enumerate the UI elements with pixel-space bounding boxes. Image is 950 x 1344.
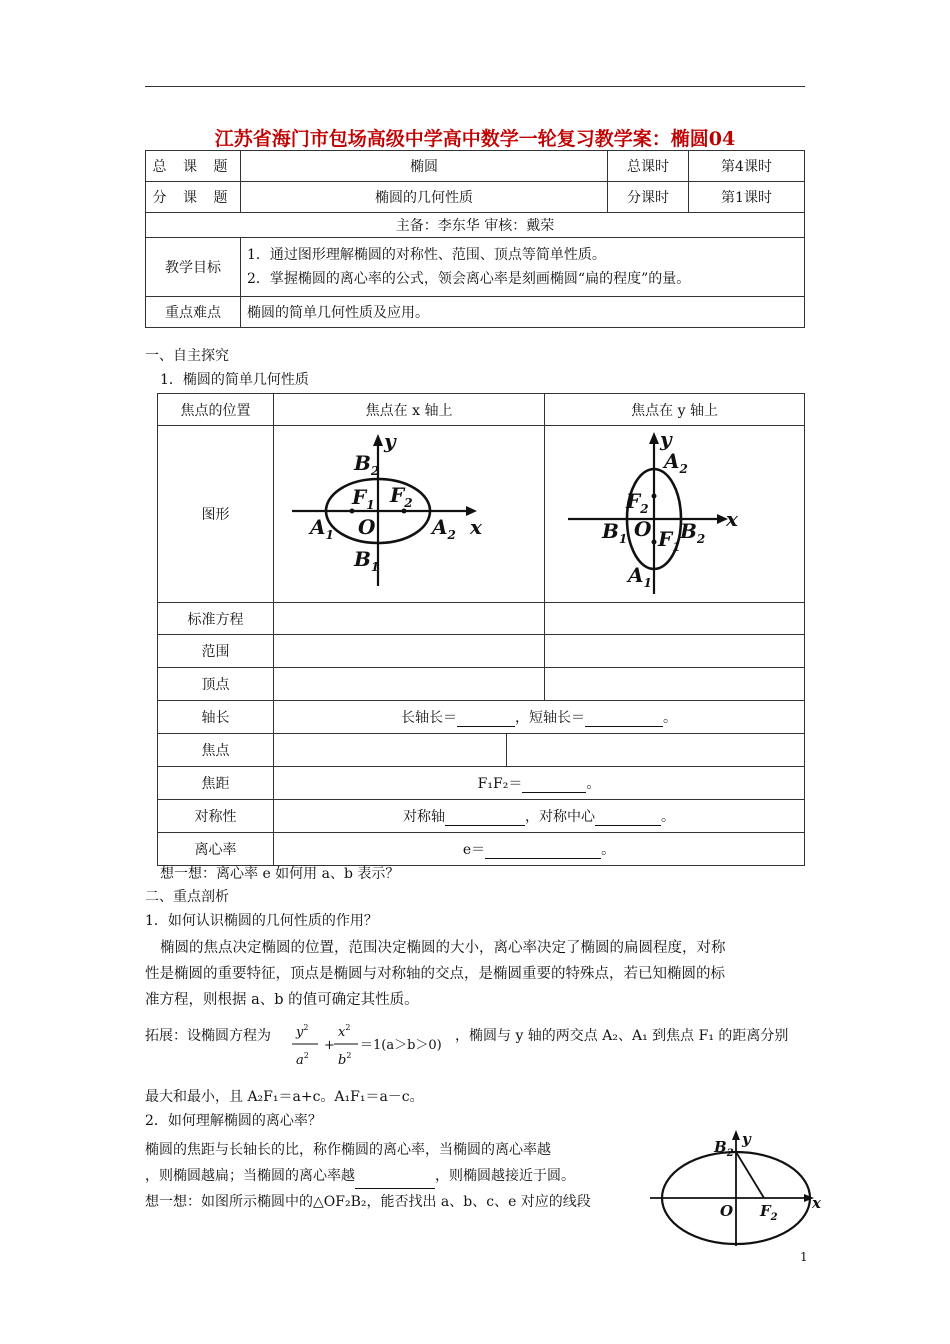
axis-label-y: y — [742, 1130, 751, 1148]
axis-label-x: x — [725, 507, 738, 531]
label-A1: $A_1$ — [310, 515, 334, 542]
row-label: 轴长 — [158, 701, 274, 734]
axis-label-x: x — [470, 515, 482, 539]
answer-cell — [274, 603, 545, 635]
eq-b: $b^2$ — [338, 1051, 352, 1068]
major-axis-label: 长轴长＝ — [401, 710, 457, 726]
info-label: 教学目标 — [146, 238, 241, 297]
axis-label-y: y — [384, 429, 396, 453]
text: ，则椭圆越接近于圆。 — [435, 1168, 575, 1184]
label-F2: $F_2$ — [760, 1202, 778, 1223]
extension-text: ，椭圆与 y 轴的两交点 A₂、A₁ 到焦点 F₁ 的距离分别 — [455, 1028, 789, 1044]
figure-cell-y — [545, 426, 805, 603]
paragraph-line: 性是椭圆的重要特征，顶点是椭圆与对称轴的交点，是椭圆重要的特殊点，若已知椭圆的标 — [145, 966, 725, 982]
label-F2: $F_2$ — [625, 489, 649, 516]
answer-cell — [274, 734, 507, 767]
axis-length-cell — [274, 701, 805, 734]
svg-text:+: + — [324, 1038, 335, 1053]
symmetry-cell — [274, 800, 805, 833]
punct: 。 — [586, 776, 601, 792]
label-B2: $B_2$ — [354, 451, 380, 478]
eccentricity-blank[interactable] — [485, 844, 601, 859]
symmetry-axis-label: 对称轴 — [403, 809, 445, 825]
extension-text-2: 最大和最小，且 A₂F₁＝a+c。A₁F₁＝a－c。 — [145, 1089, 424, 1105]
info-label: 分课时 — [608, 182, 689, 213]
objective-2: 2．掌握椭圆的离心率的公式，领会离心率是刻画椭圆“扁的程度”的量。 — [247, 271, 691, 287]
label-B1: $B_1$ — [601, 519, 627, 546]
label-O: O — [633, 517, 651, 541]
minor-axis-label: ，短轴长＝ — [515, 710, 585, 726]
label-B2: $B_2$ — [679, 519, 705, 546]
row-label: 焦点 — [158, 734, 274, 767]
answer-cell — [507, 734, 805, 767]
answer-cell — [545, 603, 805, 635]
text: ，则椭圆越扁；当椭圆的离心率越 — [145, 1168, 355, 1184]
row-label: 对称性 — [158, 800, 274, 833]
minor-axis-blank[interactable] — [585, 712, 663, 727]
eq-a: $a^2$ — [296, 1051, 309, 1068]
focal-distance-label: F₁F₂＝ — [477, 776, 523, 792]
think-question-2: 想一想：如图所示椭圆中的△OF₂B₂，能否找出 a、b、c、e 对应的线段 — [145, 1194, 591, 1210]
info-label: 总课时 — [608, 151, 689, 182]
section-heading: 二、重点剖析 — [145, 889, 229, 905]
label-A2: $A_2$ — [663, 449, 688, 476]
eq-condition: ＝1(a＞b＞0) — [360, 1038, 442, 1053]
eccentricity-label: e＝ — [462, 842, 486, 858]
info-value: 第1课时 — [689, 182, 805, 213]
question-title: 2．如何理解椭圆的离心率？ — [145, 1113, 322, 1129]
label-O: O — [358, 515, 376, 539]
eccentricity-cell — [274, 833, 805, 866]
punct: 。 — [601, 842, 616, 858]
punct: 。 — [661, 809, 675, 825]
label-A1: $A_1$ — [627, 563, 652, 590]
page-title: 江苏省海门市包场高级中学高中数学一轮复习教学案：椭圆04 — [214, 128, 736, 150]
header-rule — [145, 86, 805, 87]
answer-cell — [545, 668, 805, 701]
row-label: 离心率 — [158, 833, 274, 866]
page-number: 1 — [800, 1250, 808, 1264]
ellipse-y-figure — [546, 426, 804, 598]
paragraph-line: 椭圆的焦点决定椭圆的位置，范围决定椭圆的大小，离心率决定了椭圆的扁圆程度，对称 — [160, 940, 726, 956]
subsection-heading: 1．椭圆的简单几何性质 — [160, 372, 309, 388]
row-label: 图形 — [158, 426, 274, 603]
label-F1: $F_1$ — [352, 485, 375, 512]
figure-cell-x — [274, 426, 545, 603]
small-ellipse-figure — [648, 1130, 824, 1248]
properties-table — [157, 393, 805, 866]
symmetry-center-blank[interactable] — [595, 811, 661, 826]
label-O: O — [720, 1202, 734, 1220]
eq-y: $y^2$ — [296, 1023, 309, 1040]
label-B1: $B_1$ — [354, 547, 380, 574]
label-A2: $A_2$ — [432, 515, 456, 542]
answer-cell — [274, 635, 545, 668]
paragraph-line — [145, 1163, 575, 1189]
authors: 主备：李东华 审核：戴荣 — [146, 213, 805, 238]
think-question-1: 想一想：离心率 e 如何用 a、b 表示？ — [160, 866, 400, 882]
info-label: 总 课 题 — [146, 151, 241, 182]
key-points: 椭圆的简单几何性质及应用。 — [241, 297, 805, 328]
question-title: 1．如何认识椭圆的几何性质的作用？ — [145, 913, 378, 929]
focal-distance-blank[interactable] — [522, 778, 586, 793]
info-value: 椭圆的几何性质 — [241, 182, 608, 213]
axis-label-x: x — [812, 1194, 821, 1212]
row-label: 范围 — [158, 635, 274, 668]
info-label: 分 课 题 — [146, 182, 241, 213]
label-F2: $F_2$ — [390, 483, 413, 510]
lesson-info-table — [145, 150, 805, 328]
column-header: 焦点在 x 轴上 — [274, 394, 545, 426]
section-heading: 一、自主探究 — [145, 348, 229, 364]
info-value: 第4课时 — [689, 151, 805, 182]
row-label: 顶点 — [158, 668, 274, 701]
punct: 。 — [663, 710, 677, 726]
focal-distance-cell — [274, 767, 805, 800]
objectives — [241, 238, 805, 297]
eq-x: $x^2$ — [338, 1023, 351, 1040]
paragraph-line: 准方程，则根据 a、b 的值可确定其性质。 — [145, 992, 419, 1008]
ellipse-equation — [290, 1020, 450, 1072]
column-header: 焦点在 y 轴上 — [545, 394, 805, 426]
symmetry-axis-blank[interactable] — [445, 811, 525, 826]
answer-cell — [545, 635, 805, 668]
info-value: 椭圆 — [241, 151, 608, 182]
row-label: 焦点的位置 — [158, 394, 274, 426]
label-F1: $F_1$ — [657, 527, 681, 554]
info-label: 重点难点 — [146, 297, 241, 328]
axis-label-y: y — [659, 427, 672, 451]
eccentricity-round-blank[interactable] — [355, 1174, 435, 1189]
label-B2: $B_2$ — [714, 1138, 734, 1159]
major-axis-blank[interactable] — [457, 712, 515, 727]
objective-1: 1．通过图形理解椭圆的对称性、范围、顶点等简单性质。 — [247, 247, 606, 263]
extension-label: 拓展：设椭圆方程为 — [145, 1028, 271, 1044]
row-label: 焦距 — [158, 767, 274, 800]
row-label: 标准方程 — [158, 603, 274, 635]
ellipse-x-figure — [274, 426, 544, 598]
paragraph-line: 椭圆的焦距与长轴长的比，称作椭圆的离心率，当椭圆的离心率越 — [145, 1142, 551, 1158]
symmetry-center-label: ，对称中心 — [525, 809, 595, 825]
answer-cell — [274, 668, 545, 701]
